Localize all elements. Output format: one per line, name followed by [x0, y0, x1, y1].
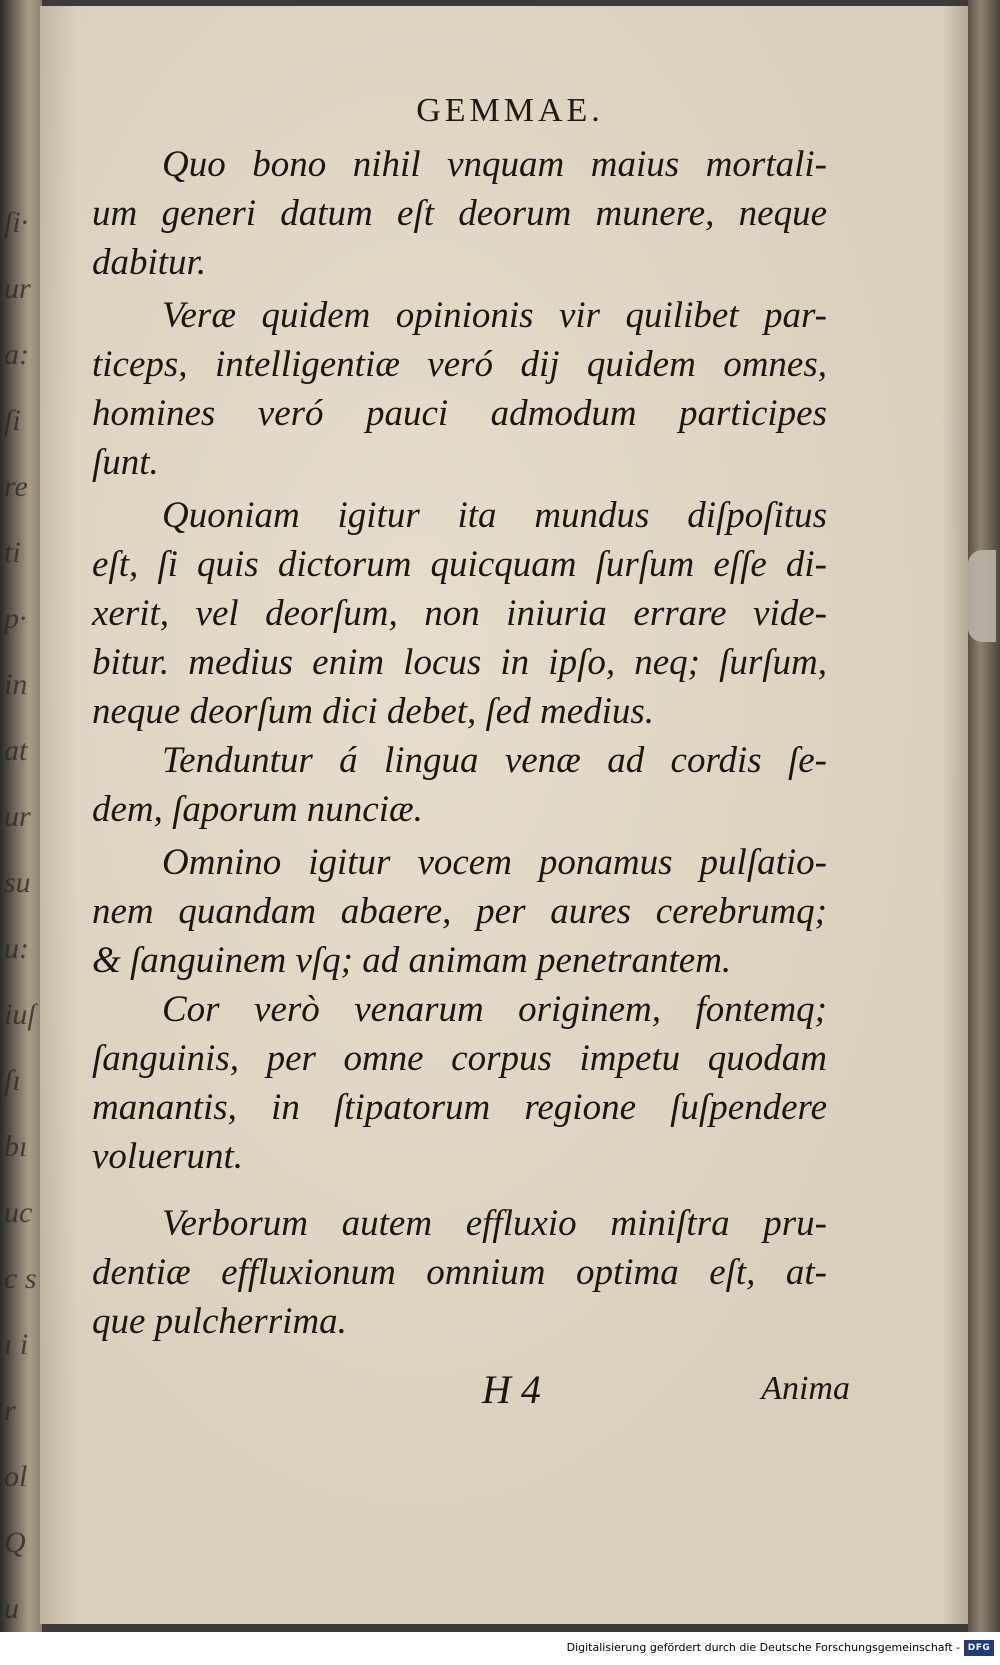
text-line: manantis, in ſtipatorum regione ſuſpendere — [92, 1087, 827, 1128]
digitization-footer — [0, 1636, 1000, 1665]
paragraph-5 — [92, 838, 827, 985]
dfg-logo-icon: DFG — [964, 1640, 994, 1656]
text-line: dabitur. — [92, 242, 207, 283]
text-line: eſt, ſi quis dictorum quicquam ſurſum eſſe di- — [92, 544, 827, 585]
text-line: que pulcherrima. — [92, 1301, 347, 1342]
running-head: GEMMAE. — [416, 92, 604, 129]
book-page — [40, 6, 980, 1624]
paragraph-4 — [92, 736, 827, 834]
text-line: neque deorſum dici debet, ſed medius. — [92, 691, 655, 732]
page-footer-line — [440, 1366, 850, 1416]
text-line: Quo bono nihil vnquam maius mortali- — [162, 144, 827, 185]
text-line: Tenduntur á lingua venæ ad cordis ſe- — [162, 740, 827, 781]
paragraph-3 — [92, 491, 827, 736]
text-line: Verborum autem effluxio miniſtra pru- — [162, 1203, 827, 1244]
text-line: & ſanguinem vſq; ad animam penetrantem. — [92, 940, 732, 981]
text-line: um generi datum eſt deorum munere, neque — [92, 193, 827, 234]
text-line: Cor verò venarum originem, fontemq; — [162, 989, 827, 1030]
signature-mark: H 4 — [482, 1367, 541, 1412]
paragraph-1 — [92, 140, 827, 287]
previous-page-edge — [0, 0, 42, 1632]
text-line: bitur. medius enim locus in ipſo, neq; ſurſum, — [92, 642, 827, 683]
previous-page-text-fragments: ſi· ur a: ſi re ti p· in at ur su u: iuſ ſı bı uc c sı ir ol Qu — [4, 206, 37, 1625]
page-fore-edge — [968, 0, 1000, 1632]
text-line: Omnino igitur vocem ponamus pulſatio- — [162, 842, 827, 883]
body-text — [92, 140, 827, 1346]
paragraph-6 — [92, 985, 827, 1181]
text-line: dem, ſaporum nunciæ. — [92, 789, 423, 830]
text-line: dentiæ effluxionum omnium optima eſt, at- — [92, 1252, 827, 1293]
text-line: ſunt. — [92, 442, 159, 483]
text-line: ticeps, intelligentiæ veró dij quidem omnes, — [92, 344, 827, 385]
text-line: Veræ quidem opinionis vir quilibet par- — [162, 295, 827, 336]
text-line: voluerunt. — [92, 1136, 244, 1177]
text-line: homines veró pauci admodum participes — [92, 393, 827, 434]
paragraph-7 — [92, 1199, 827, 1346]
text-line: ſanguinis, per omne corpus impetu quodam — [92, 1038, 827, 1079]
catchword: Anima — [761, 1370, 850, 1407]
bookmark-tab — [968, 550, 996, 642]
text-line: nem quandam abaere, per aures cerebrumq; — [92, 891, 827, 932]
text-line: xerit, vel deorſum, non iniuria errare vide- — [92, 593, 827, 634]
paragraph-2 — [92, 291, 827, 487]
funding-credit: Digitalisierung gefördert durch die Deutsche Forschungsgemeinschaft - — [566, 1641, 960, 1654]
text-line: Quoniam igitur ita mundus diſpoſitus — [162, 495, 827, 536]
